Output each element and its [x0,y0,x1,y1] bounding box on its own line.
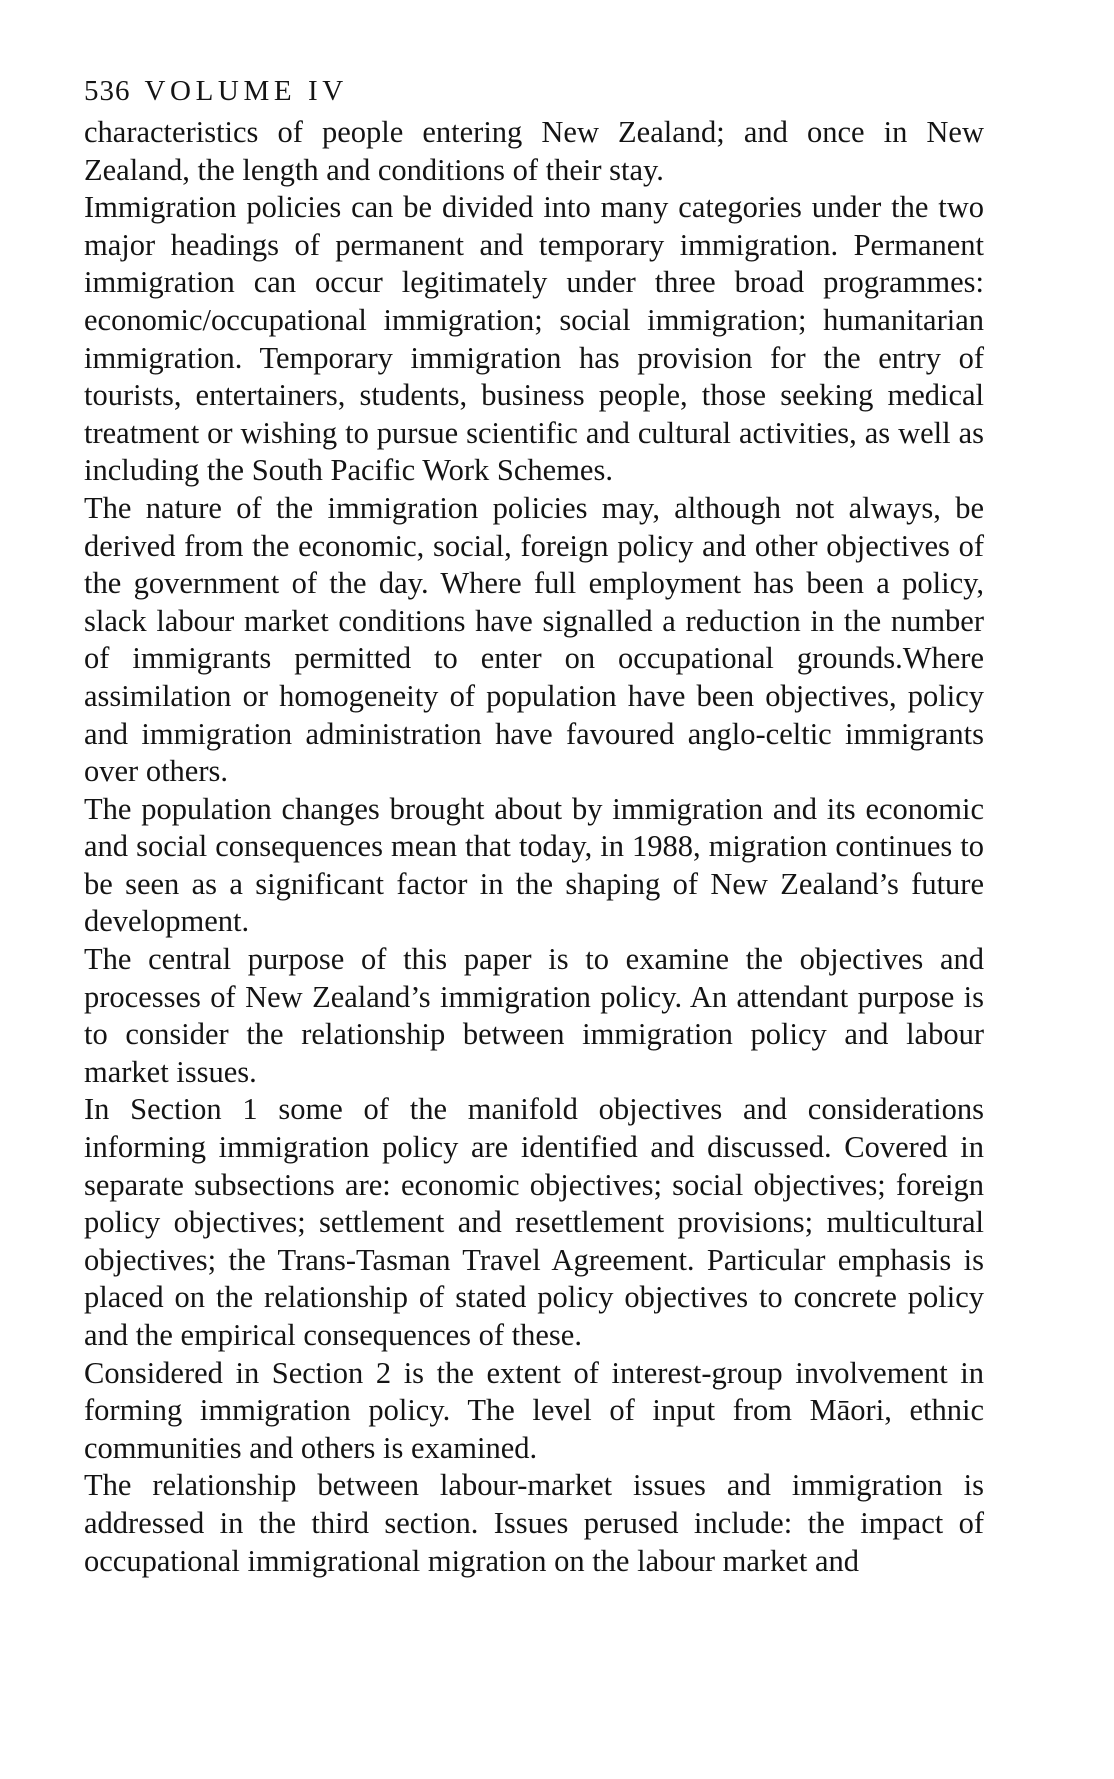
book-page [84,72,984,1580]
body-paragraph: characteristics of people entering New Zealand; and once in New Zealand, the length and conditions of their stay. [84,115,984,187]
body-paragraph: The nature of the immigration policies may, although not always, be derived from the economic, social, foreign policy and other objectives of the government of the day. Where full employment has been a policy, slack labour market conditions have signalled a reduction in the number of immigrants permitted to enter on occupational grounds.Where assimilation or homogeneity of population have been objectives, policy and immigration administration have favoured anglo-celtic immigrants over others. [84,490,984,789]
page-number: 536 [84,75,131,107]
running-head [84,72,984,110]
body-paragraph: The central purpose of this paper is to examine the objectives and processes of New Zealand’s immigration policy. An attendant purpose is to consider the relationship between immigration policy and labour market issues. [84,942,984,1089]
body-paragraph: The relationship between labour-market issues and immigration is addressed in the third section. Issues perused include: the impact of occupational immigrational migration on the labour market and [84,1468,984,1578]
body-paragraph: Considered in Section 2 is the extent of interest-group involvement in forming immigration policy. The level of input from Māori, ethnic communities and others is examined. [84,1355,984,1465]
running-title: VOLUME IV [144,75,348,107]
body-paragraph: In Section 1 some of the manifold objectives and considerations informing immigration policy are identified and discussed. Covered in separate subsections are: economic objectives; social objectives; foreign policy objectives; settlement and resettlement provisions; multicultural objectives; the Trans-Tasman Travel Agreement. Particular emphasis is placed on the relationship of stated policy objectives to concrete policy and the empirical consequences of these. [84,1092,984,1352]
body-paragraph: Immigration policies can be divided into many categories under the two major headings of permanent and temporary immigration. Permanent immigration can occur legitimately under three broad programmes: economic/occupational immigration; social immigration; humanitarian immigration. Temporary immigration has provision for the entry of tourists, entertainers, students, business people, those seeking medical treatment or wishing to pursue scientific and cultural activities, as well as including the South Pacific Work Schemes. [84,190,984,488]
body-paragraph: The population changes brought about by immigration and its economic and social consequences mean that today, in 1988, migration continues to be seen as a significant factor in the shaping of New Zealand’s future development. [84,791,984,939]
